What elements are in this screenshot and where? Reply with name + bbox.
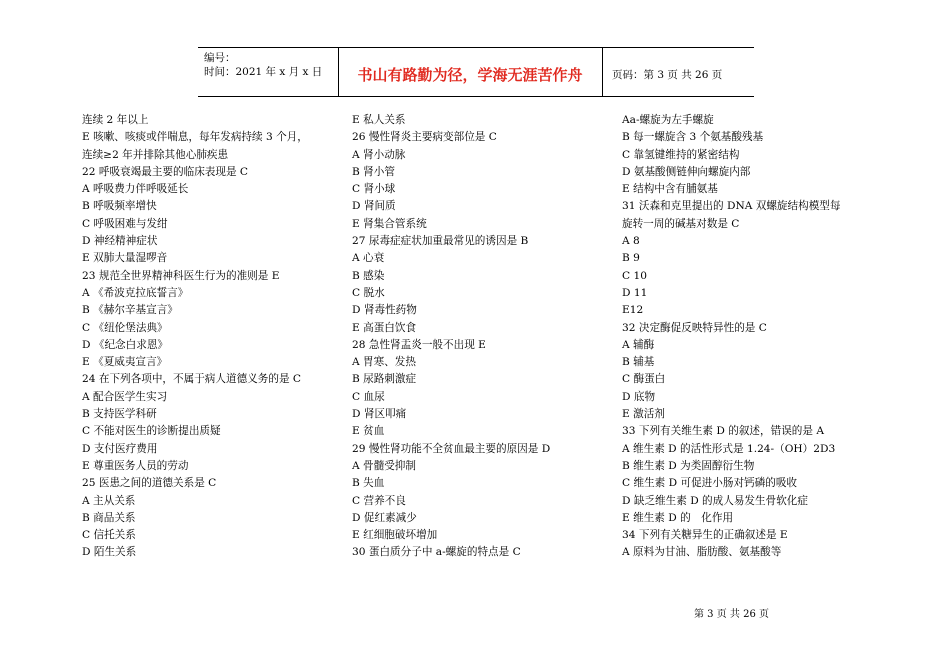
text-line: 32 决定酶促反映特异性的是 C (622, 321, 767, 334)
text-line: A 呼吸费力伴呼吸延长 (82, 183, 189, 196)
text-line: A 主从关系 (82, 494, 136, 507)
text-line: C 不能对医生的诊断提出质疑 (82, 425, 221, 438)
text-line: B 感染 (352, 269, 385, 282)
page-footer: 第 3 页 共 26 页 (694, 609, 769, 620)
text-line: E12 (622, 304, 644, 317)
text-line: B 失血 (352, 477, 385, 490)
text-line: C 靠氢键维持的紧密结构 (622, 148, 740, 161)
text-line: D 氨基酸侧链伸向螺旋内部 (622, 165, 751, 178)
text-line: B 辅基 (622, 356, 655, 369)
text-line: E 贫血 (352, 425, 385, 438)
text-line: A 胃寒、发热 (352, 356, 416, 369)
text-line: C 《纽伦堡法典》 (82, 321, 168, 334)
text-line: C 营养不良 (352, 494, 406, 507)
text-line: A 心衰 (352, 252, 385, 265)
text-line: A 原料为甘油、脂肪酸、氨基酸等 (622, 546, 782, 559)
text-line: B 9 (622, 252, 640, 265)
text-line: 30 蛋白质分子中 a-螺旋的特点是 C (352, 546, 521, 559)
text-line: 24 在下列各项中，不属于病人道德义务的是 C (82, 373, 302, 386)
time-label: 时间：2021 年 x 月 x 日 (204, 66, 323, 78)
text-line: E 红细胞破坏增加 (352, 529, 438, 542)
text-line: A 配合医学生实习 (82, 390, 168, 403)
text-line: E 维生素 D 的 化作用 (622, 511, 734, 524)
text-line: 连续≥2 年并排除其他心肺疾患 (82, 148, 229, 161)
text-line: 28 急性肾盂炎一般不出现 E (352, 338, 486, 351)
text-line: 34 下列有关糖异生的正确叙述是 E (622, 529, 788, 542)
text-line: 29 慢性肾功能不全贫血最主要的原因是 D (352, 442, 551, 455)
page-header (198, 47, 754, 97)
text-line: E 结构中含有脯氨基 (622, 183, 718, 196)
text-line: 25 医患之间的道德关系是 C (82, 477, 217, 490)
text-line: 23 规范全世界精神科医生行为的准则是 E (82, 269, 280, 282)
text-line: D 肾区叩痛 (352, 408, 407, 421)
text-line: A 维生素 D 的活性形式是 1.24-（OH）2D3 (622, 442, 836, 455)
text-line: D 肾间质 (352, 200, 396, 213)
text-line: A 《希波克拉底誓言》 (82, 286, 189, 299)
text-line: A 骨髓受抑制 (352, 459, 416, 472)
text-line: C 酶蛋白 (622, 373, 666, 386)
text-line: E 双肺大量湿啰音 (82, 252, 168, 265)
header-divider (602, 48, 603, 96)
text-line: D 缺乏维生素 D 的成人易发生骨软化症 (622, 494, 808, 507)
text-line: C 呼吸困难与发绀 (82, 217, 168, 230)
text-line: B 支持医学科研 (82, 408, 157, 421)
text-line: E 私人关系 (352, 114, 406, 126)
number-label: 编号： (204, 52, 236, 64)
text-line: A 辅酶 (622, 338, 655, 351)
text-line: Aa-螺旋为左手螺旋 (622, 114, 714, 126)
text-column-2 (352, 112, 550, 562)
header-motto: 书山有路勤为径，学海无涯苦作舟 (357, 66, 583, 84)
text-line: D 陌生关系 (82, 546, 137, 559)
text-line: D 底物 (622, 390, 656, 403)
text-line: 旋转一周的碱基对数是 C (622, 217, 740, 230)
text-line: 26 慢性肾炎主要病变部位是 C (352, 131, 497, 144)
text-line: E 咳嗽、咳痰或伴喘息，每年发病持续 3 个月， (82, 131, 308, 144)
text-line: D 11 (622, 286, 648, 299)
text-line: A 肾小动脉 (352, 148, 406, 161)
text-line: D 神经精神症状 (82, 235, 158, 248)
header-meta (204, 51, 322, 79)
header-divider (338, 48, 339, 96)
text-line: E 肾集合管系统 (352, 217, 427, 230)
text-column-3 (622, 112, 841, 562)
header-page-info: 页码：第 3 页 共 26 页 (612, 69, 723, 81)
text-line: D 支付医疗费用 (82, 442, 158, 455)
text-line: C 肾小球 (352, 183, 396, 196)
text-line: 27 尿毒症症状加重最常见的诱因是 B (352, 235, 529, 248)
text-line: B 尿路刺激症 (352, 373, 417, 386)
text-line: E 尊重医务人员的劳动 (82, 459, 189, 472)
text-line: B 每一螺旋含 3 个氨基酸残基 (622, 131, 764, 144)
text-line: E 激活剂 (622, 408, 665, 421)
text-line: B 肾小管 (352, 165, 395, 178)
text-line: C 10 (622, 269, 647, 282)
text-line: D 《纪念白求恩》 (82, 338, 169, 351)
text-line: 连续 2 年以上 (82, 114, 149, 126)
text-line: 31 沃森和克里提出的 DNA 双螺旋结构模型每 (622, 200, 841, 213)
text-line: 33 下列有关维生素 D 的叙述，错误的是 A (622, 425, 824, 438)
text-line: A 8 (622, 235, 640, 248)
text-line: C 信托关系 (82, 529, 136, 542)
text-line: C 脱水 (352, 286, 385, 299)
text-line: E 《夏威夷宣言》 (82, 356, 168, 369)
text-line: B 商品关系 (82, 511, 136, 524)
text-line: D 促红素减少 (352, 511, 417, 524)
text-line: B 《赫尔辛基宣言》 (82, 304, 178, 317)
text-line: C 血尿 (352, 390, 385, 403)
text-line: E 高蛋白饮食 (352, 321, 417, 334)
text-column-1 (82, 112, 308, 562)
text-line: 22 呼吸衰竭最主要的临床表现是 C (82, 165, 249, 178)
text-line: C 维生素 D 可促进小肠对钙磷的吸收 (622, 477, 798, 490)
text-line: B 呼吸频率增快 (82, 200, 157, 213)
text-line: D 肾毒性药物 (352, 304, 417, 317)
text-line: B 维生素 D 为类固醇衍生物 (622, 459, 755, 472)
